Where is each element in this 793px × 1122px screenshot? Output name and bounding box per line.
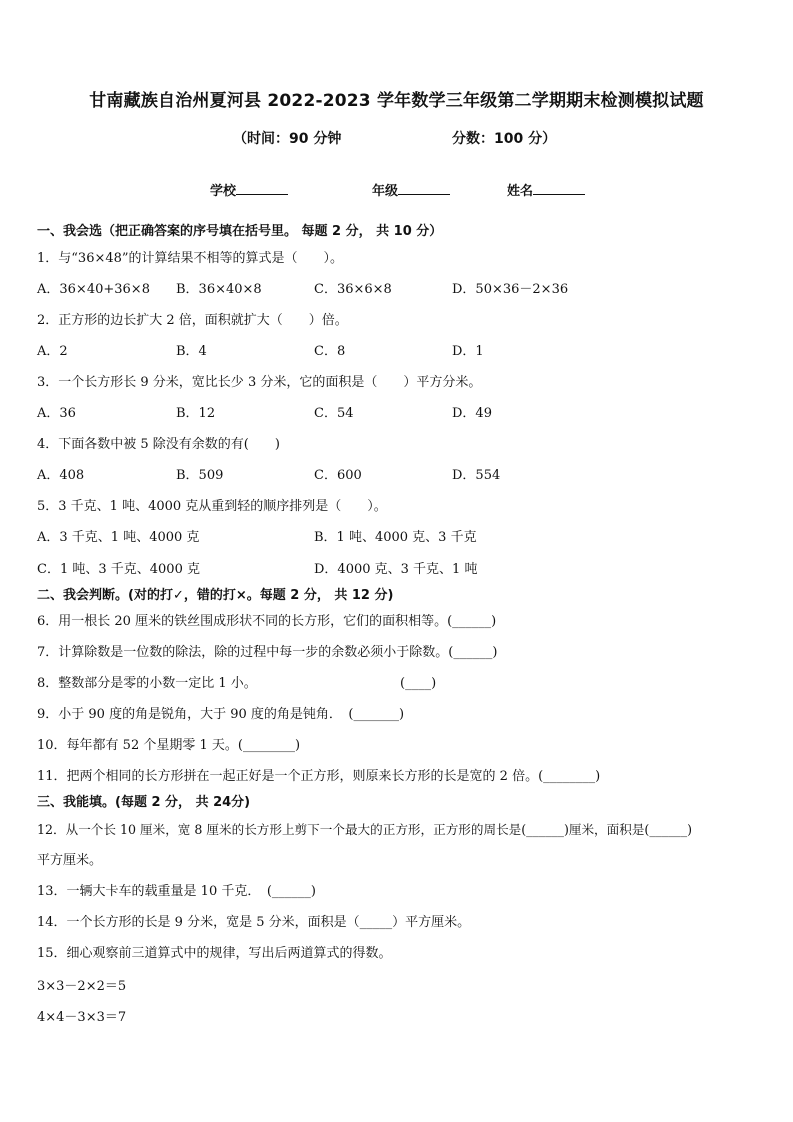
- exam-time: （时间：90 分钟: [233, 131, 342, 147]
- question-3: 3．一个长方形长 9 分米，宽比长少 3 分米，它的面积是（ ）平方分米。: [37, 375, 482, 390]
- q3-option-d: D．49: [452, 406, 492, 421]
- question-13: 13．一辆大卡车的载重量是 10 千克． (______): [37, 884, 316, 899]
- exam-score: 分数：100 分）: [452, 131, 557, 147]
- grade-field: [372, 180, 450, 199]
- question-1: 1．与“36×48”的计算结果不相等的算式是（ ）。: [37, 251, 344, 266]
- question-15: 15．细心观察前三道算式中的规律，写出后两道算式的得数。: [37, 946, 392, 961]
- question-6: 6．用一根长 20 厘米的铁丝围成形状不同的长方形，它们的面积相等。(______): [37, 614, 497, 629]
- q1-option-b: B．36×40×8: [176, 282, 262, 297]
- question-11: 11．把两个相同的长方形拼在一起正好是一个正方形，则原来长方形的长是宽的 2 倍。(________): [37, 769, 601, 784]
- q2-option-c: C．8: [314, 344, 346, 359]
- question-10: 10．每年都有 52 个星期零 1 天。(________): [37, 738, 301, 753]
- q4-option-d: D．554: [452, 468, 501, 483]
- question-8: 8．整数部分是零的小数一定比 1 小。: [37, 676, 257, 691]
- q4-option-c: C．600: [314, 468, 362, 483]
- section-1-heading: 一、我会选（把正确答案的序号填在括号里。 每题 2 分， 共 10 分）: [37, 224, 443, 239]
- question-7: 7．计算除数是一位数的除法，除的过程中每一步的余数必须小于除数。(______): [37, 645, 498, 660]
- q5-option-c: C．1 吨、3 千克、4000 克: [37, 562, 200, 577]
- q5-option-b: B．1 吨、4000 克、3 千克: [314, 530, 477, 545]
- q4-option-a: A．408: [37, 468, 85, 483]
- q2-option-a: A．2: [37, 344, 68, 359]
- equation-2: 4×4－3×3＝7: [37, 1010, 127, 1025]
- school-blank[interactable]: [236, 180, 288, 195]
- section-3-heading: 三、我能填。(每题 2 分， 共 24分): [37, 795, 251, 810]
- q5-option-d: D．4000 克、3 千克、1 吨: [314, 562, 478, 577]
- school-field: [210, 180, 288, 199]
- section-2-heading: 二、我会判断。(对的打✓，错的打×。每题 2 分， 共 12 分): [37, 588, 394, 603]
- q3-option-c: C．54: [314, 406, 354, 421]
- name-field: [507, 180, 585, 199]
- question-14: 14．一个长方形的长是 9 分米，宽是 5 分米，面积是（_____）平方厘米。: [37, 915, 471, 930]
- grade-label: 年级: [372, 184, 399, 199]
- q2-option-d: D．1: [452, 344, 484, 359]
- q3-option-a: A．36: [37, 406, 76, 421]
- q5-option-a: A．3 千克、1 吨、4000 克: [37, 530, 200, 545]
- grade-blank[interactable]: [398, 180, 450, 195]
- name-blank[interactable]: [533, 180, 585, 195]
- question-9: 9．小于 90 度的角是锐角，大于 90 度的角是钝角． (_______): [37, 707, 405, 722]
- school-label: 学校: [210, 184, 237, 199]
- equation-1: 3×3－2×2＝5: [37, 979, 127, 994]
- q2-option-b: B．4: [176, 344, 207, 359]
- question-4: 4．下面各数中被 5 除没有余数的有( ): [37, 437, 280, 452]
- question-12: 12．从一个长 10 厘米，宽 8 厘米的长方形上剪下一个最大的正方形，正方形的周长是(______)厘米，面积是(______): [37, 822, 693, 837]
- q8-answer-blank[interactable]: (____): [400, 676, 437, 691]
- q1-option-c: C．36×6×8: [314, 282, 392, 297]
- question-2: 2．正方形的边长扩大 2 倍，面积就扩大（ ）倍。: [37, 313, 348, 328]
- q4-option-b: B．509: [176, 468, 224, 483]
- q1-option-d: D．50×36－2×36: [452, 282, 569, 297]
- name-label: 姓名: [507, 184, 534, 199]
- question-12-continued: 平方厘米。: [37, 853, 103, 868]
- q1-option-a: A．36×40+36×8: [37, 282, 150, 297]
- question-5: 5．3 千克、1 吨、4000 克从重到轻的顺序排列是（ ）。: [37, 499, 387, 514]
- exam-title: 甘南藏族自治州夏河县 2022-2023 学年数学三年级第二学期期末检测模拟试题: [89, 91, 704, 111]
- q3-option-b: B．12: [176, 406, 216, 421]
